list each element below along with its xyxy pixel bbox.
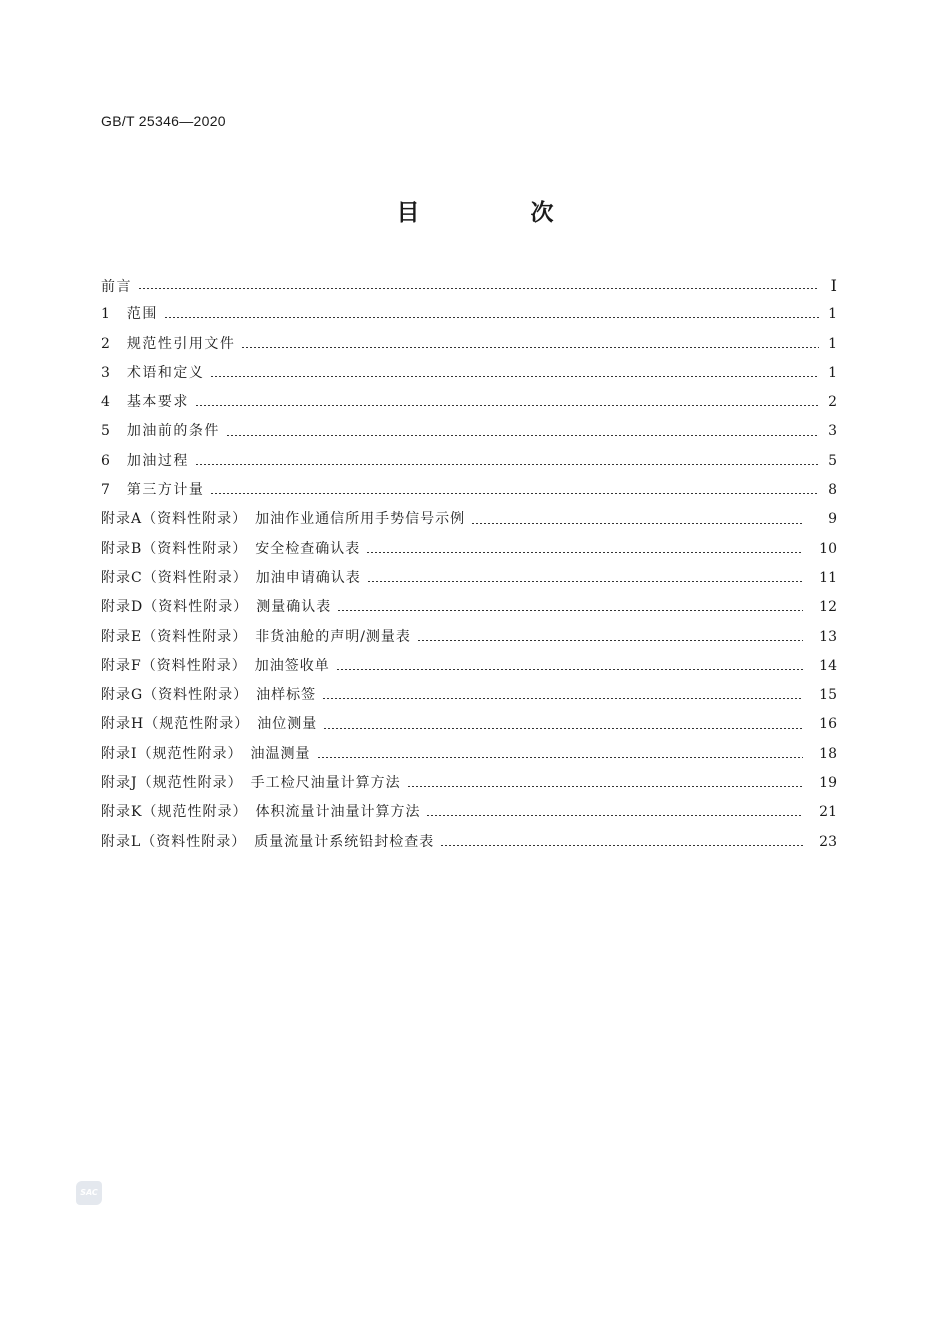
toc-entry-label: 附录D（资料性附录） 测量确认表 [101,599,332,616]
table-of-contents [101,271,837,857]
toc-entry-page: 13 [819,628,837,645]
dot-leader [367,581,803,582]
toc-entry-page: 8 [828,482,837,499]
toc-entry-2[interactable] [101,330,837,359]
standard-number: GB/T 25346—2020 [101,113,226,129]
dot-leader [426,815,803,816]
toc-entry-appendix-c[interactable] [101,564,837,593]
toc-entry-label: 附录I（规范性附录） 油温测量 [101,745,311,762]
toc-entry-page: 18 [819,745,837,762]
toc-entry-label: 4 基本要求 [101,394,189,411]
toc-entry-5[interactable] [101,417,837,446]
toc-entry-page: 1 [828,364,837,381]
dot-leader [210,493,819,494]
toc-entry-label: 7 第三方计量 [101,482,205,499]
toc-entry-label: 1 范围 [101,306,158,323]
toc-entry-page: 21 [819,804,837,821]
toc-entry-page: 5 [828,452,837,469]
dot-leader [317,757,803,758]
toc-entry-page: 14 [819,657,837,674]
dot-leader [336,669,803,670]
toc-entry-appendix-i[interactable] [101,740,837,769]
sac-logo-icon: SAC [76,1181,102,1205]
dot-leader [164,317,819,318]
toc-entry-label: 附录H（规范性附录） 油位测量 [101,716,318,733]
toc-entry-page: 3 [828,423,837,440]
toc-entry-label: 附录E（资料性附录） 非货油舱的声明/测量表 [101,628,411,645]
dot-leader [337,610,803,611]
dot-leader [440,845,803,846]
page-title: 目 次 [396,200,598,226]
toc-entry-page: 23 [819,833,837,850]
toc-entry-page: 15 [819,687,837,704]
toc-entry-appendix-b[interactable] [101,535,837,564]
dot-leader [322,698,803,699]
toc-entry-label: 附录F（资料性附录） 加油签收单 [101,657,330,674]
toc-entry-label: 6 加油过程 [101,452,189,469]
toc-entry-label: 附录B（资料性附录） 安全检查确认表 [101,540,361,557]
toc-entry-appendix-e[interactable] [101,623,837,652]
toc-entry-page: 19 [819,775,837,792]
toc-entry-label: 前言 [101,279,132,295]
toc-entry-page: 11 [819,569,837,586]
toc-entry-appendix-j[interactable] [101,769,837,798]
dot-leader [195,405,819,406]
toc-entry-appendix-a[interactable] [101,505,837,534]
dot-leader [323,728,803,729]
toc-entry-appendix-h[interactable] [101,710,837,739]
toc-entry-4[interactable] [101,388,837,417]
toc-entry-label: 附录G（资料性附录） 油样标签 [101,687,317,704]
toc-entry-page: 10 [819,540,837,557]
toc-entry-7[interactable] [101,476,837,505]
toc-entry-label: 附录A（资料性附录） 加油作业通信所用手势信号示例 [101,511,466,528]
dot-leader [471,523,803,524]
toc-entry-page: 16 [819,716,837,733]
dot-leader [195,464,819,465]
toc-entry-appendix-d[interactable] [101,593,837,622]
toc-entry-page: Ⅰ [830,276,837,295]
toc-entry-1[interactable] [101,300,837,329]
toc-entry-label: 附录K（规范性附录） 体积流量计油量计算方法 [101,804,421,821]
dot-leader [226,435,819,436]
toc-entry-3[interactable] [101,359,837,388]
toc-entry-label: 2 规范性引用文件 [101,335,236,352]
toc-entry-appendix-l[interactable] [101,828,837,857]
toc-entry-page: 2 [828,394,837,411]
dot-leader [210,376,819,377]
toc-entry-6[interactable] [101,447,837,476]
toc-entry-page: 12 [819,599,837,616]
dot-leader [138,288,819,289]
toc-entry-appendix-f[interactable] [101,652,837,681]
toc-entry-label: 5 加油前的条件 [101,423,220,440]
toc-entry-label: 附录C（资料性附录） 加油申请确认表 [101,569,361,586]
dot-leader [407,786,803,787]
toc-entry-label: 附录L（资料性附录） 质量流量计系统铅封检查表 [101,833,435,850]
dot-leader [366,552,803,553]
toc-entry-label: 附录J（规范性附录） 手工检尺油量计算方法 [101,775,401,792]
toc-entry-appendix-k[interactable] [101,798,837,827]
toc-entry-foreword[interactable] [101,271,837,300]
toc-entry-appendix-g[interactable] [101,681,837,710]
toc-entry-label: 3 术语和定义 [101,364,205,381]
dot-leader [241,347,819,348]
toc-entry-page: 1 [828,306,837,323]
toc-entry-page: 1 [828,335,837,352]
dot-leader [417,640,803,641]
toc-entry-page: 9 [828,511,837,528]
